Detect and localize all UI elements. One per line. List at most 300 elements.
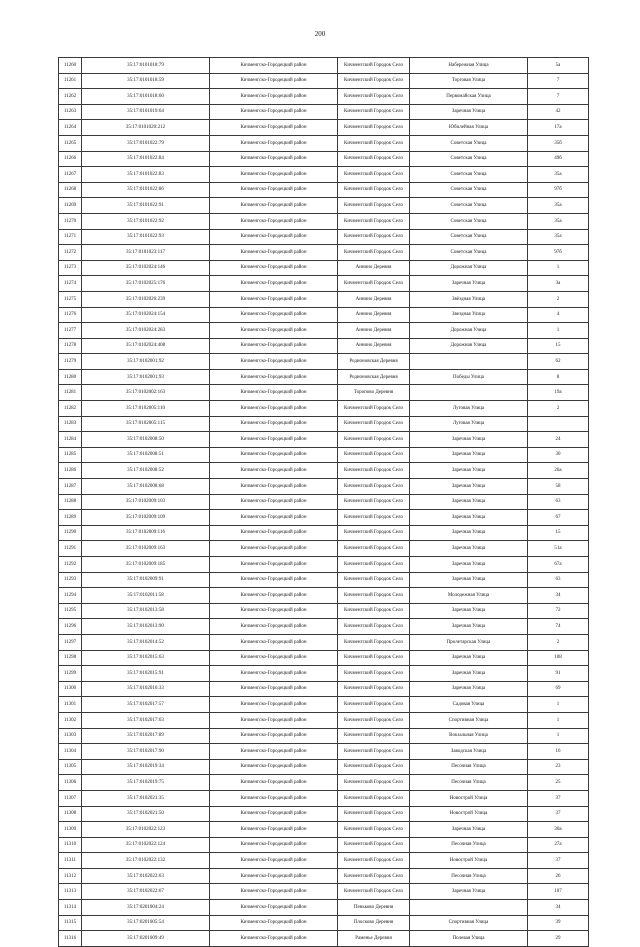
house-number: 1 [528, 712, 589, 728]
cadastral-number: 35:17:0101018:60 [82, 89, 210, 105]
locality-cell: Кичменгский Городок Село [338, 401, 410, 417]
table-row [59, 307, 589, 323]
cadastral-number: 35:17:0102008:50 [82, 432, 210, 448]
cadastral-number: 35:17:0101022:79 [82, 135, 210, 151]
municipality-cell: Кичменгско-Городецкий район [210, 213, 338, 229]
locality-cell: Кичменгский Городок Село [338, 650, 410, 666]
house-number: 25 [528, 775, 589, 791]
house-number: 37 [528, 790, 589, 806]
locality-cell: Плосково Деревня [338, 915, 410, 931]
municipality-cell: Кичменгско-Городецкий район [210, 572, 338, 588]
cadastral-number: 35:17:0102009:163 [82, 541, 210, 557]
row-number: 11305 [59, 759, 82, 775]
row-number: 11267 [59, 167, 82, 183]
row-number: 11312 [59, 868, 82, 884]
cadastral-number: 35:17:0102009:185 [82, 557, 210, 573]
table-row [59, 369, 589, 385]
locality-cell: Кичменгский Городок Село [338, 853, 410, 869]
house-number: 67 [528, 510, 589, 526]
house-number [528, 416, 589, 432]
cadastral-number: 35:17:0101022:86 [82, 182, 210, 198]
house-number: 51а [528, 541, 589, 557]
table-row [59, 463, 589, 479]
municipality-cell: Кичменгско-Городецкий район [210, 541, 338, 557]
locality-cell: Кичменгский Городок Село [338, 525, 410, 541]
locality-cell: Кичменгский Городок Село [338, 728, 410, 744]
street-cell: Заречная Улица [410, 650, 528, 666]
house-number: 35а [528, 213, 589, 229]
municipality-cell: Кичменгско-Городецкий район [210, 89, 338, 105]
table-row [59, 510, 589, 526]
cadastral-number: 35:17:0201004:24 [82, 900, 210, 916]
row-number: 11310 [59, 837, 82, 853]
row-number: 11301 [59, 697, 82, 713]
street-cell: Советская Улица [410, 182, 528, 198]
street-cell: Советская Улица [410, 151, 528, 167]
house-number: 15 [528, 525, 589, 541]
cadastral-number: 35:17:0102021:50 [82, 806, 210, 822]
locality-cell: Кичменгский Городок Село [338, 416, 410, 432]
street-cell [410, 900, 528, 916]
street-cell: Заречная Улица [410, 479, 528, 495]
row-number: 11294 [59, 588, 82, 604]
row-number: 11276 [59, 307, 82, 323]
cadastral-number: 35:17:0102024:283 [82, 323, 210, 339]
house-number: 35а [528, 229, 589, 245]
street-cell: Песочная Улица [410, 759, 528, 775]
house-number: 35а [528, 167, 589, 183]
table-row [59, 525, 589, 541]
row-number: 11263 [59, 104, 82, 120]
municipality-cell: Кичменгско-Городецкий район [210, 759, 338, 775]
cadastral-number: 35:17:0102024:154 [82, 307, 210, 323]
house-number: 108 [528, 650, 589, 666]
house-number: 91 [528, 666, 589, 682]
table-row [59, 868, 589, 884]
cadastral-number: 35:17:0102013:58 [82, 603, 210, 619]
table-row [59, 759, 589, 775]
house-number: 24 [528, 432, 589, 448]
street-cell: Песочная Улица [410, 775, 528, 791]
house-number: 37 [528, 853, 589, 869]
house-number: 23 [528, 759, 589, 775]
locality-cell: Раменье Деревня [338, 931, 410, 947]
house-number: 67а [528, 557, 589, 573]
street-cell: Дорожная Улица [410, 260, 528, 276]
table-row [59, 494, 589, 510]
row-number: 11264 [59, 120, 82, 136]
municipality-cell: Кичменгско-Городецкий район [210, 634, 338, 650]
table-row [59, 650, 589, 666]
street-cell: Спортивная Улица [410, 915, 528, 931]
cadastral-number: 35:17:0101022:84 [82, 151, 210, 167]
municipality-cell: Кичменгско-Городецкий район [210, 775, 338, 791]
house-number: 1 [528, 697, 589, 713]
table-row [59, 603, 589, 619]
street-cell: Заречная Улица [410, 681, 528, 697]
locality-cell: Кичменгский Городок Село [338, 588, 410, 604]
municipality-cell: Кичменгско-Городецкий район [210, 619, 338, 635]
row-number: 11282 [59, 401, 82, 417]
municipality-cell: Кичменгско-Городецкий район [210, 712, 338, 728]
municipality-cell: Кичменгско-Городецкий район [210, 447, 338, 463]
street-cell: Луговая Улица [410, 401, 528, 417]
street-cell: Заречная Улица [410, 494, 528, 510]
table-row [59, 541, 589, 557]
row-number: 11287 [59, 479, 82, 495]
house-number: 1 [528, 728, 589, 744]
street-cell: Советская Улица [410, 167, 528, 183]
locality-cell: Кичменгский Городок Село [338, 151, 410, 167]
municipality-cell: Кичменгско-Городецкий район [210, 260, 338, 276]
house-number: 19а [528, 385, 589, 401]
municipality-cell: Кичменгско-Городецкий район [210, 479, 338, 495]
row-number: 11306 [59, 775, 82, 791]
locality-cell: Пеньково Деревня [338, 900, 410, 916]
locality-cell: Кичменгский Городок Село [338, 432, 410, 448]
table-row [59, 931, 589, 947]
locality-cell: Кичменгский Городок Село [338, 775, 410, 791]
locality-cell: Кичменгский Городок Село [338, 557, 410, 573]
locality-cell: Кичменгский Городок Село [338, 619, 410, 635]
row-number: 11284 [59, 432, 82, 448]
municipality-cell: Кичменгско-Городецкий район [210, 510, 338, 526]
municipality-cell: Кичменгско-Городецкий район [210, 868, 338, 884]
street-cell: Молодежная Улица [410, 588, 528, 604]
locality-cell: Кичменгский Городок Село [338, 167, 410, 183]
house-number: 26 [528, 868, 589, 884]
house-number: 42 [528, 104, 589, 120]
table-row [59, 73, 589, 89]
municipality-cell: Кичменгско-Городецкий район [210, 666, 338, 682]
row-number: 11303 [59, 728, 82, 744]
house-number: 97б [528, 245, 589, 261]
cadastral-number: 35:17:0102022:123 [82, 822, 210, 838]
cadastral-number: 35:17:0102017:89 [82, 728, 210, 744]
cadastral-number: 35:17:0101018:59 [82, 73, 210, 89]
street-cell: Спортивная Улица [410, 712, 528, 728]
table-row [59, 790, 589, 806]
house-number: 62 [528, 354, 589, 370]
row-number: 11288 [59, 494, 82, 510]
cadastral-number: 35:17:0102022:132 [82, 853, 210, 869]
locality-cell: Кичменгский Городок Село [338, 603, 410, 619]
row-number: 11273 [59, 260, 82, 276]
row-number: 11298 [59, 650, 82, 666]
house-number: 16 [528, 744, 589, 760]
row-number: 11269 [59, 198, 82, 214]
row-number: 11311 [59, 853, 82, 869]
municipality-cell: Кичменгско-Городецкий район [210, 744, 338, 760]
locality-cell: Торопово Деревня [338, 385, 410, 401]
table-row [59, 853, 589, 869]
street-cell: Луговая Улица [410, 416, 528, 432]
cadastral-number: 35:17:0102002:163 [82, 385, 210, 401]
table-row [59, 728, 589, 744]
locality-cell: Кичменгский Городок Село [338, 135, 410, 151]
municipality-cell: Кичменгско-Городецкий район [210, 494, 338, 510]
row-number: 11266 [59, 151, 82, 167]
house-number: 39 [528, 915, 589, 931]
locality-cell: Кичменгский Городок Село [338, 666, 410, 682]
house-number: 2 [528, 401, 589, 417]
locality-cell: Аннино Деревня [338, 307, 410, 323]
street-cell: Новострой Улица [410, 806, 528, 822]
locality-cell: Кичменгский Городок Село [338, 447, 410, 463]
row-number: 11275 [59, 291, 82, 307]
house-number: 63 [528, 494, 589, 510]
row-number: 11262 [59, 89, 82, 105]
cadastral-number: 35:17:0102005:110 [82, 401, 210, 417]
cadastral-number: 35:17:0101023:117 [82, 245, 210, 261]
row-number: 11265 [59, 135, 82, 151]
locality-cell: Кичменгский Городок Село [338, 837, 410, 853]
street-cell: Торговая Улица [410, 73, 528, 89]
table-row [59, 822, 589, 838]
municipality-cell: Кичменгско-Городецкий район [210, 650, 338, 666]
row-number: 11272 [59, 245, 82, 261]
municipality-cell: Кичменгско-Городецкий район [210, 354, 338, 370]
register-body [59, 58, 589, 947]
cadastral-number: 35:17:0102022:63 [82, 868, 210, 884]
row-number: 11280 [59, 369, 82, 385]
row-number: 11286 [59, 463, 82, 479]
house-number: 35а [528, 198, 589, 214]
municipality-cell: Кичменгско-Городецкий район [210, 198, 338, 214]
municipality-cell: Кичменгско-Городецкий район [210, 728, 338, 744]
street-cell: Дорожная Улица [410, 338, 528, 354]
table-row [59, 198, 589, 214]
locality-cell: Аннино Деревня [338, 260, 410, 276]
street-cell [410, 354, 528, 370]
table-row [59, 135, 589, 151]
street-cell: Песочная Улица [410, 868, 528, 884]
municipality-cell: Кичменгско-Городецкий район [210, 120, 338, 136]
table-row [59, 775, 589, 791]
house-number: 69 [528, 681, 589, 697]
locality-cell: Кичменгский Городок Село [338, 541, 410, 557]
row-number: 11304 [59, 744, 82, 760]
row-number: 11278 [59, 338, 82, 354]
street-cell: Вокзальная Улица [410, 728, 528, 744]
row-number: 11289 [59, 510, 82, 526]
locality-cell: Кичменгский Городок Село [338, 104, 410, 120]
municipality-cell: Кичменгско-Городецкий район [210, 58, 338, 74]
table-row [59, 276, 589, 292]
locality-cell: Кичменгский Городок Село [338, 58, 410, 74]
row-number: 11315 [59, 915, 82, 931]
cadastral-number: 35:17:0102008:52 [82, 463, 210, 479]
table-row [59, 151, 589, 167]
locality-cell: Кичменгский Городок Село [338, 494, 410, 510]
table-row [59, 572, 589, 588]
house-number: 49б [528, 151, 589, 167]
locality-cell: Кичменгский Городок Село [338, 198, 410, 214]
table-row [59, 479, 589, 495]
locality-cell: Кичменгский Городок Село [338, 572, 410, 588]
locality-cell: Кичменгский Городок Село [338, 229, 410, 245]
table-row [59, 338, 589, 354]
table-row [59, 697, 589, 713]
street-cell: Заречная Улица [410, 666, 528, 682]
locality-cell: Аннино Деревня [338, 323, 410, 339]
municipality-cell: Кичменгско-Городецкий район [210, 900, 338, 916]
locality-cell: Кичменгский Городок Село [338, 697, 410, 713]
municipality-cell: Кичменгско-Городецкий район [210, 307, 338, 323]
table-row [59, 432, 589, 448]
locality-cell: Кичменгский Городок Село [338, 806, 410, 822]
row-number: 11316 [59, 931, 82, 947]
municipality-cell: Кичменгско-Городецкий район [210, 151, 338, 167]
street-cell: Заречная Улица [410, 603, 528, 619]
municipality-cell: Кичменгско-Городецкий район [210, 525, 338, 541]
table-row [59, 385, 589, 401]
table-row [59, 712, 589, 728]
row-number: 11297 [59, 634, 82, 650]
row-number: 11279 [59, 354, 82, 370]
locality-cell: Аннино Деревня [338, 291, 410, 307]
house-number: 35б [528, 135, 589, 151]
municipality-cell: Кичменгско-Городецкий район [210, 697, 338, 713]
house-number: 1 [528, 260, 589, 276]
municipality-cell: Кичменгско-Городецкий район [210, 822, 338, 838]
cadastral-number: 35:17:0102019:34 [82, 759, 210, 775]
street-cell: Заречная Улица [410, 619, 528, 635]
cadastral-number: 35:17:0101019:64 [82, 104, 210, 120]
cadastral-number: 35:17:0102009:103 [82, 494, 210, 510]
locality-cell: Кичменгский Городок Село [338, 479, 410, 495]
table-row [59, 354, 589, 370]
street-cell: Советская Улица [410, 213, 528, 229]
street-cell: Юбилейная Улица [410, 120, 528, 136]
row-number: 11300 [59, 681, 82, 697]
street-cell: Заречная Улица [410, 541, 528, 557]
cadastral-number: 35:17:0102022:67 [82, 884, 210, 900]
locality-cell: Аннино Деревня [338, 338, 410, 354]
house-number: 29 [528, 931, 589, 947]
table-row [59, 245, 589, 261]
municipality-cell: Кичменгско-Городецкий район [210, 557, 338, 573]
municipality-cell: Кичменгско-Городецкий район [210, 245, 338, 261]
cadastral-number: 35:17:0102026:239 [82, 291, 210, 307]
street-cell: Заречная Улица [410, 447, 528, 463]
house-number: 27а [528, 837, 589, 853]
municipality-cell: Кичменгско-Городецкий район [210, 603, 338, 619]
cadastral-number: 35:17:0102022:124 [82, 837, 210, 853]
row-number: 11281 [59, 385, 82, 401]
cadastral-number: 35:17:0102019:75 [82, 775, 210, 791]
cadastral-number: 35:17:0102008:68 [82, 479, 210, 495]
table-row [59, 104, 589, 120]
house-number: 63 [528, 572, 589, 588]
table-row [59, 167, 589, 183]
row-number: 11296 [59, 619, 82, 635]
street-cell: Новострой Улица [410, 790, 528, 806]
row-number: 11307 [59, 790, 82, 806]
cadastral-number: 35:17:0102001:92 [82, 354, 210, 370]
municipality-cell: Кичменгско-Городецкий район [210, 104, 338, 120]
cadastral-number: 35:17:0102013:90 [82, 619, 210, 635]
municipality-cell: Кичменгско-Городецкий район [210, 806, 338, 822]
municipality-cell: Кичменгско-Городецкий район [210, 401, 338, 417]
row-number: 11292 [59, 557, 82, 573]
cadastral-number: 35:17:0102008:51 [82, 447, 210, 463]
street-cell: Звёздная Улица [410, 291, 528, 307]
table-row [59, 681, 589, 697]
table-row [59, 915, 589, 931]
table-row [59, 806, 589, 822]
municipality-cell: Кичменгско-Городецкий район [210, 73, 338, 89]
row-number: 11261 [59, 73, 82, 89]
row-number: 11290 [59, 525, 82, 541]
table-row [59, 120, 589, 136]
municipality-cell: Кичменгско-Городецкий район [210, 915, 338, 931]
locality-cell: Кичменгский Городок Село [338, 463, 410, 479]
municipality-cell: Кичменгско-Городецкий район [210, 369, 338, 385]
locality-cell: Кичменгский Городок Село [338, 759, 410, 775]
table-row [59, 900, 589, 916]
table-row [59, 557, 589, 573]
table-row [59, 182, 589, 198]
street-cell: Песочная Улица [410, 837, 528, 853]
house-number: 1 [528, 323, 589, 339]
street-cell: Садовая Улица [410, 697, 528, 713]
table-row [59, 666, 589, 682]
house-number: 2 [528, 634, 589, 650]
house-number: 17а [528, 120, 589, 136]
table-row [59, 229, 589, 245]
locality-cell: Кичменгский Городок Село [338, 510, 410, 526]
municipality-cell: Кичменгско-Городецкий район [210, 276, 338, 292]
cadastral-number: 35:17:0102014:52 [82, 634, 210, 650]
cadastral-number: 35:17:0102021:35 [82, 790, 210, 806]
locality-cell: Кичменгский Городок Село [338, 120, 410, 136]
street-cell: Советская Улица [410, 229, 528, 245]
municipality-cell: Кичменгско-Городецкий район [210, 182, 338, 198]
municipality-cell: Кичменгско-Городецкий район [210, 837, 338, 853]
house-number: 5а [528, 58, 589, 74]
row-number: 11268 [59, 182, 82, 198]
municipality-cell: Кичменгско-Городецкий район [210, 385, 338, 401]
street-cell: Заречная Улица [410, 432, 528, 448]
cadastral-number: 35:17:0102015:91 [82, 666, 210, 682]
row-number: 11309 [59, 822, 82, 838]
row-number: 11313 [59, 884, 82, 900]
locality-cell: Кичменгский Городок Село [338, 712, 410, 728]
house-number: 30 [528, 447, 589, 463]
street-cell: Первомайская Улица [410, 89, 528, 105]
row-number: 11293 [59, 572, 82, 588]
table-row [59, 447, 589, 463]
street-cell: Дорожная Улица [410, 323, 528, 339]
row-number: 11302 [59, 712, 82, 728]
municipality-cell: Кичменгско-Городецкий район [210, 463, 338, 479]
street-cell: Советская Улица [410, 198, 528, 214]
house-number: 37 [528, 806, 589, 822]
municipality-cell: Кичменгско-Городецкий район [210, 416, 338, 432]
locality-cell: Кичменгский Городок Село [338, 822, 410, 838]
street-cell: Советская Улица [410, 245, 528, 261]
street-cell: Заречная Улица [410, 104, 528, 120]
street-cell: Победы Улица [410, 369, 528, 385]
table-row [59, 837, 589, 853]
row-number: 11260 [59, 58, 82, 74]
municipality-cell: Кичменгско-Городецкий район [210, 432, 338, 448]
row-number: 11308 [59, 806, 82, 822]
house-number: 7 [528, 89, 589, 105]
municipality-cell: Кичменгско-Городецкий район [210, 338, 338, 354]
municipality-cell: Кичменгско-Городецкий район [210, 323, 338, 339]
